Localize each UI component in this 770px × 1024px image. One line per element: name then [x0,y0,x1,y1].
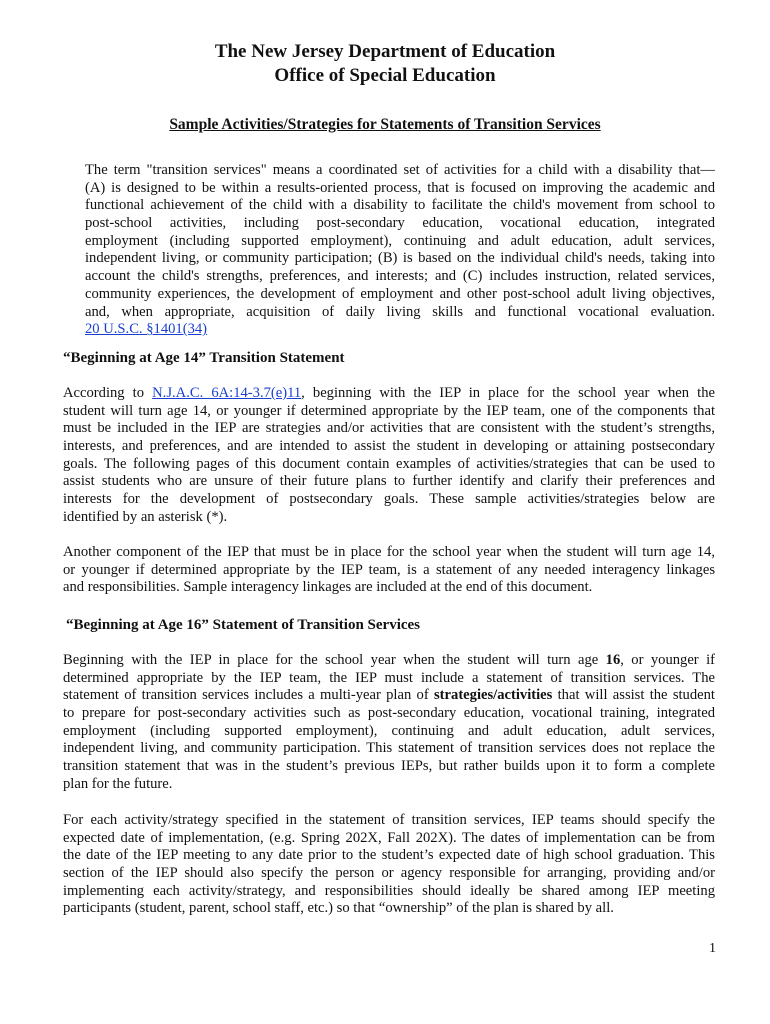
text-run: or younger if determined appropriate by the IEP team, is a statement of any needed interagency linkages [63,561,715,578]
text-line [63,491,715,509]
text-run: and, when appropriate, acquisition of daily living skills and functional vocational evaluation. [85,303,715,320]
text-line [85,268,715,286]
text-run: section of the IEP should also specify the person or agency responsible for arranging, providing and/or [63,865,715,882]
text-run: must be included in the IEP are strategies and/or activities that are consistent with the student’s strengths, [63,420,715,437]
document-subtitle-office: Office of Special Education [274,65,496,86]
text-line [63,385,715,403]
text-run: expected date of implementation, (e.g. Spring 202X, Fall 202X). The dates of implementation can be from [63,829,715,846]
text-line [63,579,715,597]
text-line [63,473,715,491]
text-line [63,812,715,830]
text-run: independent living, or community participation; (B) is based on the individual child's needs, taking into [85,250,715,267]
text-line [63,847,715,865]
text-line [63,740,715,758]
definition-paragraph [85,162,715,339]
text-line [63,544,715,562]
heading-age-16: “Beginning at Age 16” Statement of Transition Services [66,617,421,633]
text-line [63,670,715,688]
text-run: , or younger if [620,652,715,668]
text-run: Another component of the IEP that must be in place for the school year when the student will turn age 14, [63,544,715,560]
text-run: employment (including supported employment), continuing and adult education, adult services, [85,232,715,249]
text-line [85,162,715,180]
bold-text: 16 [605,652,621,668]
text-run: to prepare for post-secondary activities such as post-secondary education, vocational training, integrated [63,705,715,722]
text-line [63,776,715,794]
citation-link[interactable]: N.J.A.C. 6A:14-3.7(e)11 [152,385,302,401]
document-title: The New Jersey Department of Education [214,41,556,62]
text-run: the date of the IEP meeting to any date prior to the student’s expected date of high school graduation. This [63,847,715,864]
text-line [63,562,715,580]
age14-paragraph-1 [63,385,715,527]
text-line [63,883,715,901]
text-run: community experiences, the development of employment and other post-school adult living objectives, [85,285,715,302]
text-line [63,900,715,918]
text-run: post-school activities, including post-secondary education, vocational education, integrated [85,215,715,232]
text-run: identified by an asterisk (*). [63,508,228,525]
text-run: and responsibilities. Sample interagency linkages are included at the end of this document. [63,579,593,596]
text-run: According to [63,385,153,401]
text-run: , beginning with the IEP in place for the school year when the [301,385,715,401]
age16-paragraph-1 [63,652,715,794]
text-line [63,456,715,474]
text-line [85,215,715,233]
text-run: transition statement that was in the student’s previous IEPs, but rather builds upon it to form a complete [63,758,715,775]
text-line [63,438,715,456]
text-run: plan for the future. [63,775,173,792]
text-line [63,830,715,848]
text-line [63,705,715,723]
text-line [85,321,715,339]
text-run: account the child's strengths, preferences, and interests; and (C) includes instruction, related services, [85,268,715,285]
text-run: interests, and preferences, and are intended to assist the student in developing or attaining postsecondary [63,438,715,455]
text-line [63,652,715,670]
text-run: determined appropriate by the IEP team, the IEP must include a statement of transition services. The [63,669,715,686]
text-line [85,286,715,304]
text-run: interests for the development of postsecondary goals. These sample activities/strategies below are [63,491,715,508]
text-run: (A) is designed to be within a results-oriented process, that is focused on improving the academic and [85,179,715,196]
text-run: assist students who are unsure of their future plans to further identify and clarify their preferences and [63,473,715,490]
text-line [63,723,715,741]
text-line [85,197,715,215]
text-line [85,233,715,251]
bold-text: strategies/activities [434,687,553,704]
text-line [85,250,715,268]
text-run: implementing each activity/strategy, and responsibilities should ideally be shared among IEP meeting [63,882,715,899]
citation-link[interactable]: 20 U.S.C. §1401(34) [85,321,208,338]
text-run: student will turn age 14, or younger if determined appropriate by the IEP team, one of the components that [63,402,715,419]
section-title: Sample Activities/Strategies for Statements of Transition Services [169,116,601,133]
text-run: Beginning with the IEP in place for the school year when the student will turn age [63,652,606,668]
text-line [85,180,715,198]
text-run: goals. The following pages of this document contain examples of activities/strategies that can be used to [63,455,715,472]
text-run: The term "transition services" means a coordinated set of activities for a child with a disability that— [85,162,715,178]
text-line [63,403,715,421]
page-number: 1 [709,941,716,956]
heading-age-14: “Beginning at Age 14” Transition Statement [63,350,345,366]
text-run: employment (including supported employment), continuing and adult education, adult services, [63,722,715,739]
text-run: participants (student, parent, school staff, etc.) so that “ownership” of the plan is shared by all. [63,900,614,917]
text-line [85,304,715,322]
text-run: For each activity/strategy specified in the statement of transition services, IEP teams should specify the [63,812,715,828]
text-line [63,687,715,705]
text-run: functional achievement of the child with a disability to facilitate the child's movement from school to [85,197,715,214]
text-run: that will assist the student [552,687,715,704]
text-line [63,865,715,883]
text-line [63,420,715,438]
text-run: independent living, and community participation. This statement of transition services does not replace the [63,740,715,757]
text-line [63,758,715,776]
age14-paragraph-2 [63,544,715,597]
text-line [63,509,715,527]
text-run: statement of transition services includes a multi-year plan of [63,687,434,704]
age16-paragraph-2 [63,812,715,918]
